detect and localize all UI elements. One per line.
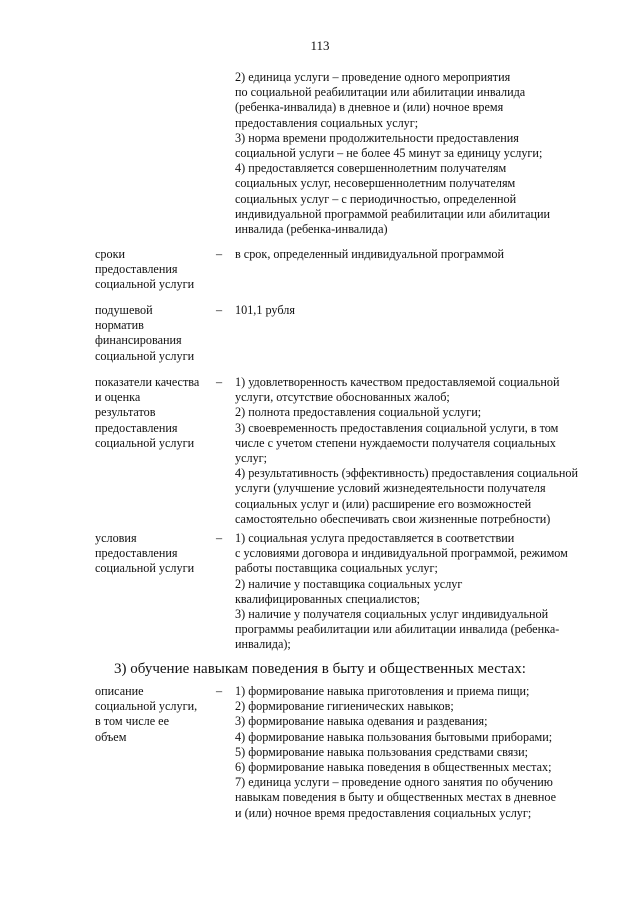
text-line: 2) полнота предоставления социальной услуги; xyxy=(235,405,482,420)
row-label xyxy=(95,303,215,364)
row-content xyxy=(235,303,595,318)
text-line: социальных услуг – с периодичностью, определенной xyxy=(235,191,517,206)
text-line: в срок, определенный индивидуальной программой xyxy=(235,247,505,261)
row-label xyxy=(95,375,215,451)
dash: – xyxy=(216,684,223,698)
section-heading: 3) обучение навыкам поведения в быту и общественных местах: xyxy=(114,661,526,677)
label-line: социальной услуги xyxy=(95,348,195,363)
text-line: 6) формирование навыка поведения в общественных местах; xyxy=(235,760,552,775)
label-line: результатов xyxy=(95,405,156,420)
text-line: инвалида); xyxy=(235,637,291,652)
text-line: предоставления социальных услуг; xyxy=(235,115,419,130)
text-line: услуги, отсутствие обоснованных жалоб; xyxy=(235,390,450,405)
text-line: 3) формирование навыка одевания и раздевания; xyxy=(235,714,488,729)
label-line: социальной услуги xyxy=(95,277,195,292)
intro-content xyxy=(235,70,595,237)
dash: – xyxy=(216,247,223,261)
row-label xyxy=(95,247,215,293)
label-line: предоставления xyxy=(95,420,178,435)
label-line: социальной услуги xyxy=(95,435,195,450)
text-line: 4) формирование навыка пользования бытовыми приборами; xyxy=(235,729,553,744)
page-number: 113 xyxy=(310,38,330,53)
text-line: 3) своевременность предоставления социальной услуги, в том xyxy=(235,420,559,435)
label-line: объем xyxy=(95,729,127,744)
label-line: финансирования xyxy=(95,333,182,348)
text-line: 2) наличие у поставщика социальных услуг xyxy=(235,576,463,591)
text-line: по социальной реабилитации или абилитации инвалида xyxy=(235,85,526,100)
row-content xyxy=(235,247,595,262)
row-content xyxy=(235,684,595,821)
label-line: социальной услуги xyxy=(95,561,195,576)
text-line: 4) предоставляется совершеннолетним получателям xyxy=(235,161,507,176)
text-line: инвалида (ребенка-инвалида) xyxy=(235,222,388,237)
label-line: подушевой xyxy=(95,303,153,317)
label-line: в том числе ее xyxy=(95,714,170,729)
text-line: 1) удовлетворенность качеством предоставляемой социальной xyxy=(235,375,560,389)
dash: – xyxy=(216,375,223,389)
label-line: описание xyxy=(95,684,144,698)
text-line: индивидуальной программой реабилитации или абилитации xyxy=(235,206,551,221)
text-line: 4) результативность (эффективность) предоставления социальной xyxy=(235,466,578,481)
text-line: социальной услуги – не более 45 минут за единицу услуги; xyxy=(235,146,543,161)
text-line: (ребенка-инвалида) в дневное и (или) ночное время xyxy=(235,100,504,115)
label-line: предоставления xyxy=(95,262,178,277)
text-line: услуг; xyxy=(235,451,268,466)
text-line: 2) единица услуги – проведение одного мероприятия xyxy=(235,70,511,84)
text-line: 3) норма времени продолжительности предоставления xyxy=(235,130,519,145)
label-line: показатели качества xyxy=(95,375,200,389)
text-line: и (или) ночное время предоставления социальных услуг; xyxy=(235,805,532,820)
text-line: числе с учетом степени нуждаемости получателя социальных xyxy=(235,435,556,450)
text-line: социальных услуг, несовершеннолетним получателям xyxy=(235,176,516,191)
dash: – xyxy=(216,531,223,545)
label-line: социальной услуги, xyxy=(95,699,198,714)
text-line: услуги (улучшение условий жизнедеятельности получателя xyxy=(235,481,546,496)
label-line: условия xyxy=(95,531,137,545)
text-line: 3) наличие у получателя социальных услуг индивидуальной xyxy=(235,607,549,622)
text-line: 101,1 рубля xyxy=(235,303,295,317)
text-line: 2) формирование гигиенических навыков; xyxy=(235,699,454,714)
text-line: с условиями договора и индивидуальной программой, режимом xyxy=(235,546,568,561)
label-line: и оценка xyxy=(95,390,141,405)
text-line: 5) формирование навыка пользования средствами связи; xyxy=(235,744,529,759)
text-line: самостоятельно обеспечивать свои жизненные потребности) xyxy=(235,511,551,526)
row-content xyxy=(235,531,595,653)
dash: – xyxy=(216,303,223,317)
label-line: сроки xyxy=(95,247,126,261)
row-content xyxy=(235,375,595,527)
text-line: работы поставщика социальных услуг; xyxy=(235,561,438,576)
text-line: 1) социальная услуга предоставляется в соответствии xyxy=(235,531,515,545)
text-line: программы реабилитации или абилитации инвалида (ребенка- xyxy=(235,622,560,637)
label-line: норматив xyxy=(95,318,144,333)
text-line: социальных услуг и (или) расширение его возможностей xyxy=(235,496,532,511)
text-line: 7) единица услуги – проведение одного занятия по обучению xyxy=(235,775,553,790)
row-label xyxy=(95,531,215,577)
row-label xyxy=(95,684,215,745)
text-line: навыкам поведения в быту и общественных местах в дневное xyxy=(235,790,557,805)
text-line: квалифицированных специалистов; xyxy=(235,591,420,606)
text-line: 1) формирование навыка приготовления и приема пищи; xyxy=(235,684,530,698)
label-line: предоставления xyxy=(95,546,178,561)
